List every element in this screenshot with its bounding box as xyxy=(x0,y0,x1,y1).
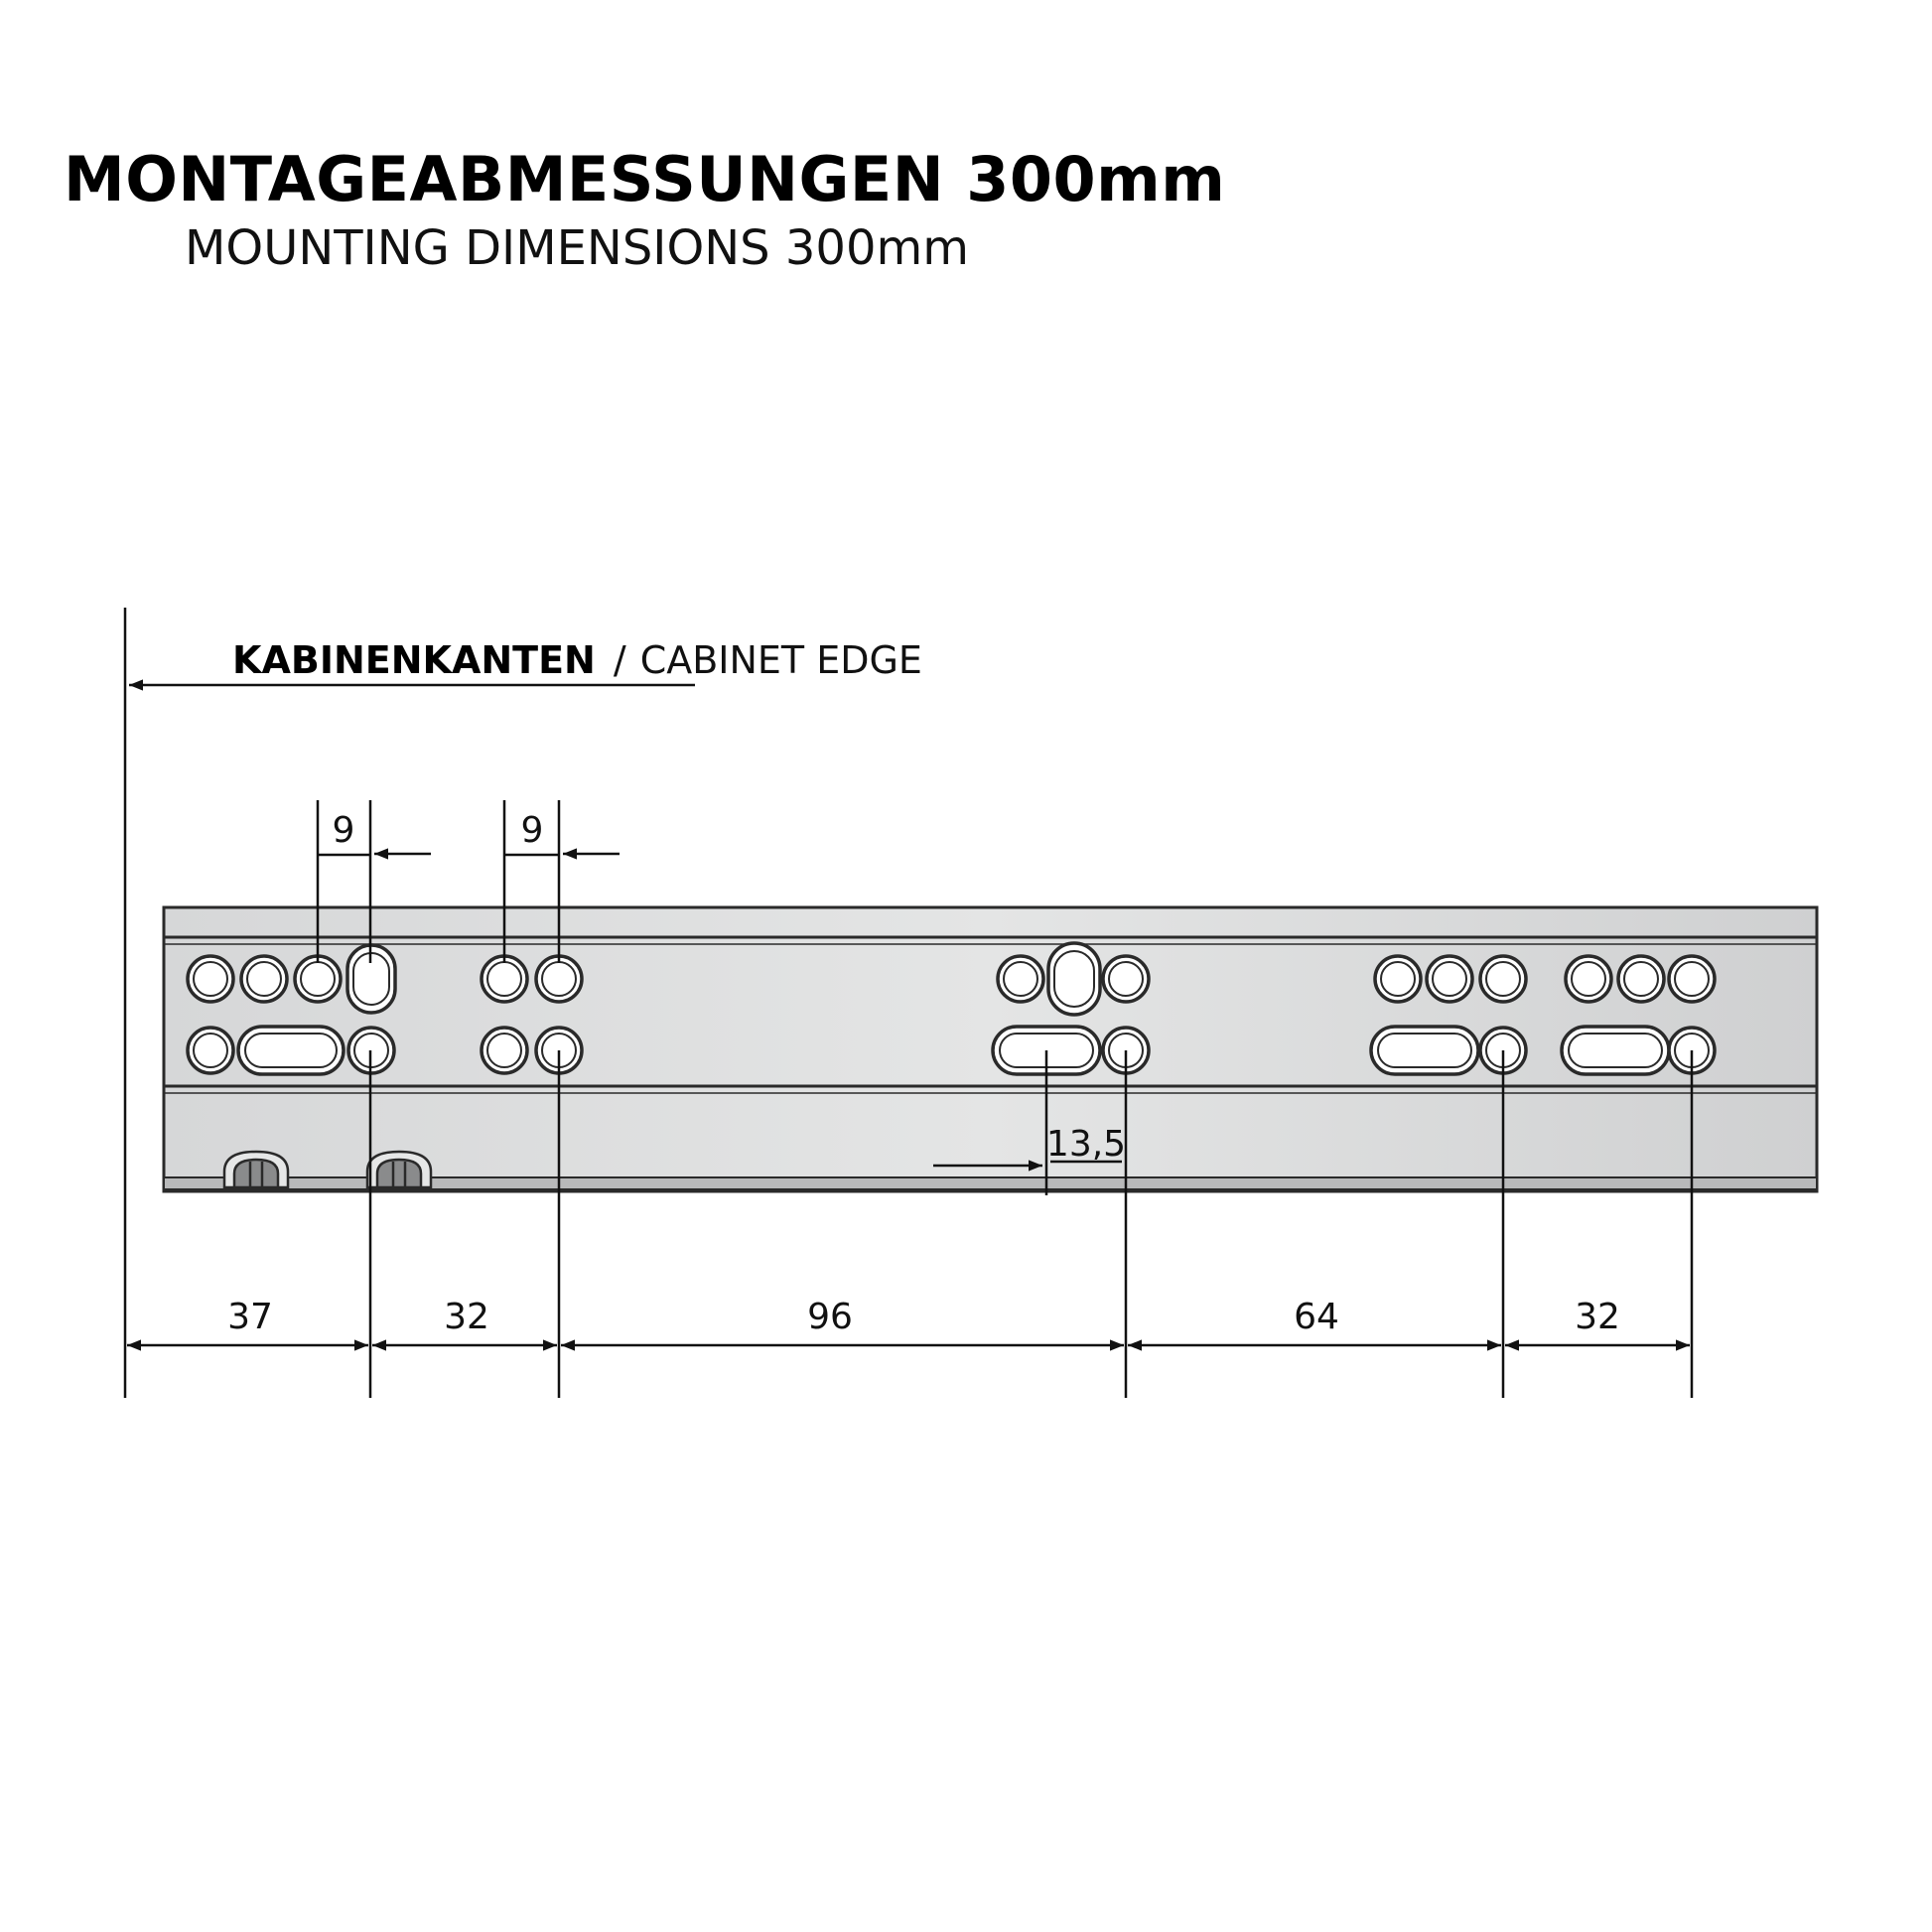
dim-top-offset-1: 9 xyxy=(332,810,355,851)
dim-top-offset-2: 9 xyxy=(520,810,544,851)
page-title: MONTAGEABMESSUNGEN 300mm xyxy=(64,143,1226,215)
cabinet-edge-label-en: CABINET EDGE xyxy=(639,638,922,682)
dim-bottom-2: 32 xyxy=(444,1297,489,1337)
cabinet-edge-label xyxy=(232,638,922,682)
dim-inner-offset: 13,5 xyxy=(1045,1124,1127,1165)
dim-bottom-1: 37 xyxy=(227,1297,273,1337)
dim-bottom-3: 96 xyxy=(807,1297,853,1337)
page-subtitle: MOUNTING DIMENSIONS 300mm xyxy=(185,220,970,276)
dim-bottom-4: 64 xyxy=(1294,1297,1339,1337)
cabinet-edge-label-de: KABINENKANTEN xyxy=(232,638,596,682)
drawer-rail xyxy=(164,907,1817,1191)
dim-bottom-5: 32 xyxy=(1575,1297,1620,1337)
cabinet-edge-separator: / xyxy=(613,638,626,682)
